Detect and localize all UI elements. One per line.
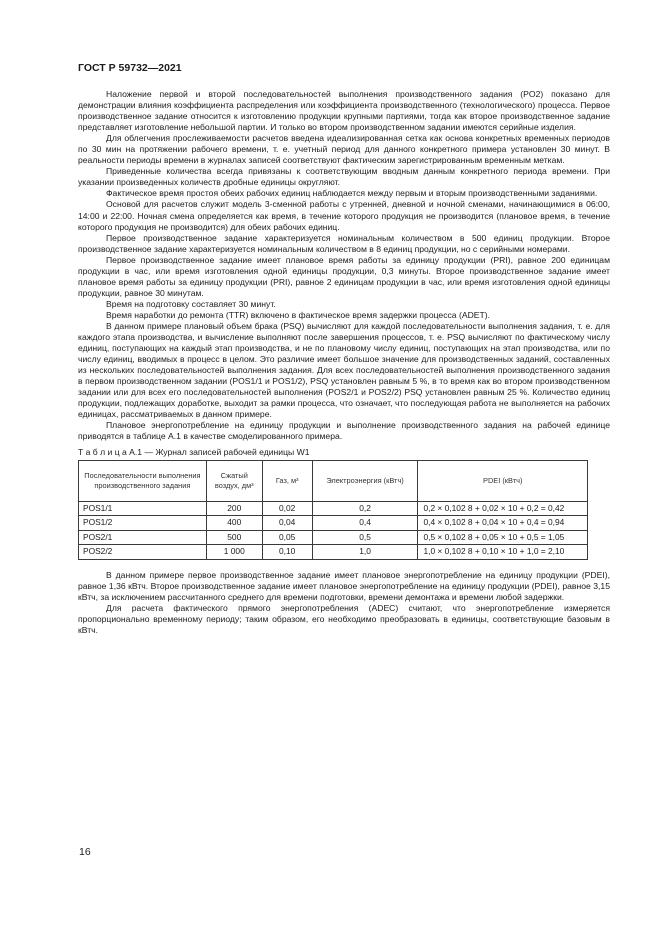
header-pdei: PDEI (кВтч) — [418, 460, 588, 501]
body-text — [78, 89, 610, 636]
cell-electricity: 1,0 — [312, 545, 418, 560]
page-header-standard: ГОСТ Р 59732—2021 — [78, 62, 182, 74]
cell-gas: 0,02 — [262, 501, 312, 516]
cell-air: 500 — [206, 530, 262, 545]
table-row — [79, 545, 588, 560]
paragraph: В данном примере первое производственное задание имеет плановое энергопотребление на единицу продукции (PDEI), равное 1,36 кВтч. Второе производственное задание имеет плановое энергопотребление на единицу продукции (PDEI), равное 3,15 кВтч, за исключением рассчитанного среднего для времени подготовки, времени демонтажа и времени любой задержки. — [78, 569, 610, 602]
cell-electricity: 0,5 — [312, 530, 418, 545]
paragraph: Для облегчения прослеживаемости расчетов введена идеализированная сетка как основа конкретных временных периодов по 30 мин на протяжении рабочего времени, т. е. учетный период для данного конкретного примера установлен 30 минут. В реальности периоды времени в журналах записей соответствуют фактическим зарегистрированным временным меткам. — [78, 133, 610, 166]
cell-gas: 0,05 — [262, 530, 312, 545]
table-row — [79, 530, 588, 545]
cell-electricity: 0,4 — [312, 516, 418, 531]
paragraph: Время на подготовку составляет 30 минут. — [106, 298, 276, 309]
table-row — [79, 501, 588, 516]
after-table-text — [78, 570, 610, 636]
table-caption: Т а б л и ц а А.1 — Журнал записей рабочей единицы W1 — [78, 446, 310, 457]
paragraph: Время наработки до ремонта (TTR) включено в фактическое время задержки процесса (ADET). — [106, 309, 491, 320]
table-header-row — [79, 460, 588, 501]
header-electricity: Электроэнергия (кВтч) — [312, 460, 418, 501]
cell-pdei: 1,0 × 0,102 8 + 0,10 × 10 + 1,0 = 2,10 — [418, 545, 588, 560]
paragraph: Фактическое время простоя обеих рабочих единиц наблюдается между первым и вторым производственными заданиями. — [106, 188, 598, 199]
paragraph: Основой для расчетов служит модель 3-сменной работы с утренней, дневной и ночной сменами, начинающимися в 06:00, 14:00 и 22:00. Ночная смена определяется как время, в течение которого продукция не производится (плановое время, в течение которого продукция не производится) для обеих рабочих единиц. — [78, 199, 610, 232]
energy-log-table — [78, 460, 588, 560]
paragraph: Плановое энергопотребление на единицу продукции и выполнение производственного задания на рабочей единице приводятся в таблице А.1 в качестве смоделированного примера. — [78, 420, 610, 442]
paragraph: Приведенные количества всегда привязаны к соответствующим вводным данным конкретного периода времени. При указании произведенных количеств дробные единицы округляют. — [78, 166, 610, 188]
cell-sequence: POS2/1 — [79, 530, 207, 545]
cell-gas: 0,10 — [262, 545, 312, 560]
paragraph: В данном примере плановый объем брака (PSQ) вычисляют для каждой последовательности выполнения задания, т. е. для каждого этапа производства, и вычисление выполняют после завершения процессов, т. е. PSQ вычисляют по фактическому числу единиц, поступающих на каждый этап производства, и не по плановому числу единиц, поступающих на этап производства, или по числу единиц, вводимых в процесс в целом. Это различие имеет большое значение для производственных заданий, составленных из нескольких последовательностей выполнения задания. Для всех последовательностей выполнения производственного задания в первом производственном задании (POS1/1 и POS1/2), PSQ установлен равным 5 %, в то время как во втором производственном задании или для всех его последовательностей выполнения (POS2/1 и POS2/2) PSQ установлен равным 25 %. Количество единиц продукции, подлежащих доработке, выходит за рамки процесса, что означает, что последующая работа не выполняется на рабочих единицах, рассматриваемых в данном примере. — [78, 320, 610, 420]
table-row — [79, 516, 588, 531]
cell-air: 200 — [206, 501, 262, 516]
header-sequence: Последовательности выполнения производственного задания — [79, 460, 207, 501]
cell-gas: 0,04 — [262, 516, 312, 531]
paragraph: Наложение первой и второй последовательностей выполнения производственного задания (PO2) показано для демонстрации влияния коэффициента распределения или коэффициента производственного (технологического) процесса. Первое производственное задание относится к изготовлению продукции крупными партиями, тогда как второе производственное задание представляет изготовление небольшой партии. И только во втором производственном задании имеются серийные изделия. — [78, 89, 610, 133]
cell-air: 1 000 — [206, 545, 262, 560]
cell-sequence: POS1/2 — [79, 516, 207, 531]
cell-sequence: POS2/2 — [79, 545, 207, 560]
paragraph: Первое производственное задание имеет плановое время работы за единицу продукции (PRI), равное 200 единицам продукции в час, или время изготовления одной единицы продукции, 0,3 минуты. Второе производственное задание имеет плановое время работы за единицу продукции (PRI), равное 2 единицам продукции в час, или время изготовления одной единицы продукции, равное 30 минутам. — [78, 254, 610, 298]
cell-pdei: 0,2 × 0,102 8 + 0,02 × 10 + 0,2 = 0,42 — [418, 501, 588, 516]
cell-electricity: 0,2 — [312, 501, 418, 516]
header-air: Сжатый воздух, дм³ — [206, 460, 262, 501]
cell-pdei: 0,4 × 0,102 8 + 0,04 × 10 + 0,4 = 0,94 — [418, 516, 588, 531]
paragraph: Первое производственное задание характеризуется номинальным количеством в 500 единиц продукции. Второе производственное задание характеризуется номинальным количеством в 8 единиц продукции, но с серийными номерами. — [78, 232, 610, 254]
paragraph: Для расчета фактического прямого энергопотребления (ADEC) считают, что энергопотребление измеряется пропорционально временному периоду; таким образом, его необходимо преобразовать в единицы, соответствующие базовым в кВтч. — [78, 602, 610, 635]
page-number: 16 — [79, 846, 91, 858]
cell-sequence: POS1/1 — [79, 501, 207, 516]
header-gas: Газ, м³ — [262, 460, 312, 501]
cell-pdei: 0,5 × 0,102 8 + 0,05 × 10 + 0,5 = 1,05 — [418, 530, 588, 545]
cell-air: 400 — [206, 516, 262, 531]
